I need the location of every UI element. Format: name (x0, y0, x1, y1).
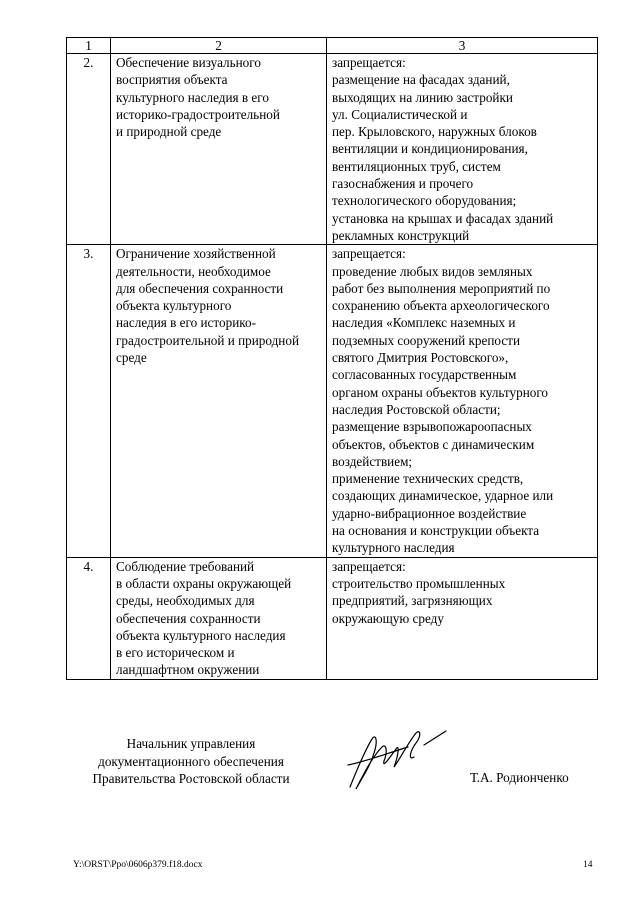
row-number: 4. (67, 557, 111, 679)
footer-file-path: Y:\ORST\Ppo\0606p379.f18.docx (73, 860, 203, 870)
table-row (67, 245, 598, 557)
row-subject: Ограничение хозяйственной деятельности, необходимое для обеспечения сохранности объекта культурного наследия в его историко- градостроительной и природной среде (111, 245, 327, 557)
header-cell-3: 3 (327, 38, 598, 54)
table-header-row (67, 38, 598, 54)
table-row (67, 557, 598, 679)
row-requirements: запрещается: проведение любых видов земляных работ без выполнения мероприятий по сохранению объекта археологического наследия «Комплекс наземных и подземных сооружений крепости святого Дмитрия Ростовского», согласованных государственным органом охраны объектов культурного наследия Ростовской области; размещение взрывопожароопасных объектов, объектов с динамическим воздействием; применение технических средств, создающих динамическое, ударное или ударно-вибрационное воздействие на основания и конструкции объекта культурного наследия (327, 245, 598, 557)
footer-page-number: 14 (583, 860, 593, 870)
signatory-position (66, 735, 316, 788)
row-requirements: запрещается: строительство промышленных предприятий, загрязняющих окружающую среду (327, 557, 598, 679)
row-subject: Соблюдение требований в области охраны окружающей среды, необходимых для обеспечения сохранности объекта культурного наследия в его историческом и ландшафтном окружении (111, 557, 327, 679)
row-subject: Обеспечение визуального восприятия объекта культурного наследия в его историко-градостроительной и природной среде (111, 54, 327, 245)
signatory-name: Т.А. Родионченко (470, 770, 569, 785)
table-row (67, 54, 598, 245)
position-line: Начальник управления (126, 736, 256, 751)
row-number: 3. (67, 245, 111, 557)
position-line: Правительства Ростовской области (92, 771, 290, 786)
position-line: документационного обеспечения (98, 753, 284, 769)
requirements-table (66, 37, 598, 680)
row-number: 2. (67, 54, 111, 245)
header-cell-2: 2 (111, 38, 327, 54)
handwritten-signature (338, 717, 458, 797)
row-requirements: запрещается: размещение на фасадах зданий, выходящих на линию застройки ул. Социалистической и пер. Крыловского, наружных блоков вентиляции и кондиционирования, вентиляционных труб, систем газоснабжения и прочего технологического оборудования; установка на крышах и фасадах зданий рекламных конструкций (327, 54, 598, 245)
header-cell-1: 1 (67, 38, 111, 54)
